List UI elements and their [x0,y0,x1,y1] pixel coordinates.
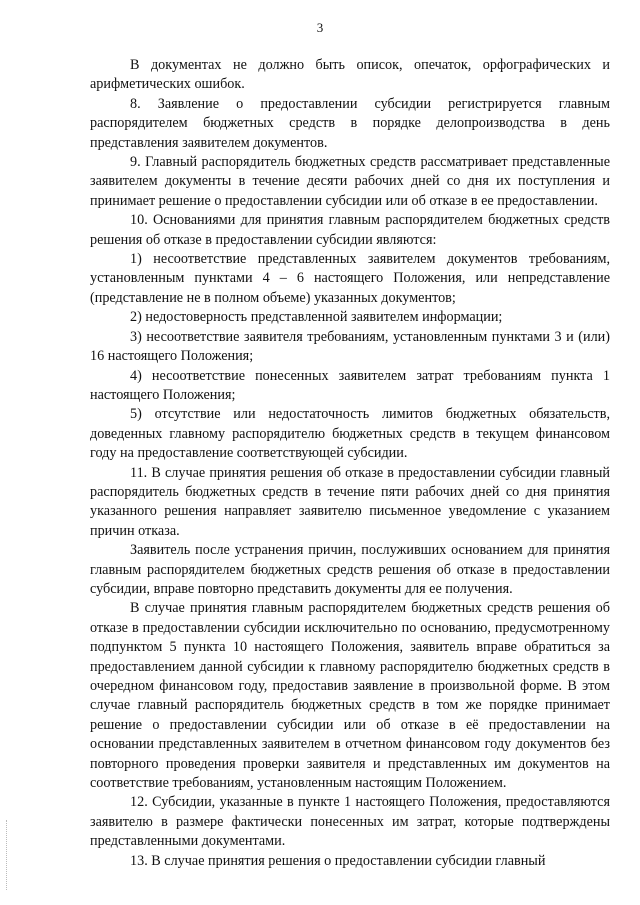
paragraph-10-item-3: 3) несоответствие заявителя требованиям, установленным пунктами 3 и (или) 16 настоящего Положения; [90,328,610,365]
page-number: 3 [316,20,324,35]
paragraph-11-next-year: В случае принятия главным распорядителем бюджетных средств решения об отказе в предоставлении субсидии исключительно по основанию, предусмотренному подпунктом 5 пункта 10 настоящего Положения, заявитель вправе обратиться за предоставлением данной субсидии к главному распорядителю бюджетных средств в очередном финансовом году, предоставив заявление в произвольной форме. В этом случае главный распорядитель бюджетных средств в том же порядке принимает решение о предоставлении субсидии или об отказе в её предоставлении на основании представленных заявителем в отчетном финансовом году документов без повторного проведения проверки заявителя и представленных им документов на соответствие требованиям, установленным настоящим Положением. [90,600,610,792]
paragraph-10-item-2: 2) недостоверность представленной заявителем информации; [130,309,503,326]
paragraph-errors-note: В документах не должно быть описок, опечаток, орфографических и арифметических ошибок. [90,57,610,93]
paragraph-9: 9. Главный распорядитель бюджетных средств рассматривает представленные заявителем документы в течение десяти рабочих дней со дня их поступления и принимает решение о предоставлении субсидии или об отказе в ее предоставлении. [90,154,610,209]
paragraph-12: 12. Субсидии, указанные в пункте 1 настоящего Положения, предоставляются заявителю в размере фактически понесенных им затрат, которые подтверждены представленными документами. [90,794,610,850]
paragraph-10-item-4: 4) несоответствие понесенных заявителем затрат требованиям пункта 1 настоящего Положения; [90,367,610,403]
paragraph-13: 13. В случае принятия решения о предоставлении субсидии главный [130,852,546,869]
document-body [90,56,610,871]
paragraph-11: 11. В случае принятия решения об отказе в предоставлении субсидии главный распорядитель бюджетных средств в течение пяти рабочих дней со дня принятия указанного решения направляет заявителю письменное уведомление с указанием причин отказа. [90,464,610,539]
paragraph-8: 8. Заявление о предоставлении субсидии регистрируется главным распорядителем бюджетных средств в порядке делопроизводства в день представления заявителем документов. [90,95,610,151]
scan-edge-mark [6,820,8,890]
paragraph-10-item-1: 1) несоответствие представленных заявителем документов требованиям, установленным пунктами 4 – 6 настоящего Положения, или непредставление (представление не в полном объеме) указанных документов; [90,251,610,306]
paragraph-11-resubmit: Заявитель после устранения причин, послуживших основанием для принятия главным распорядителем бюджетных средств решения об отказе в предоставлении субсидии, вправе повторно представить документы для ее получения. [90,542,610,597]
paragraph-10-item-5: 5) отсутствие или недостаточность лимитов бюджетных обязательств, доведенных главному распорядителю бюджетных средств в текущем финансовом году на предоставление соответствующей субсидии. [90,406,610,462]
paragraph-10: 10. Основаниями для принятия главным распорядителем бюджетных средств решения об отказе в предоставлении субсидии являются: [90,212,610,248]
